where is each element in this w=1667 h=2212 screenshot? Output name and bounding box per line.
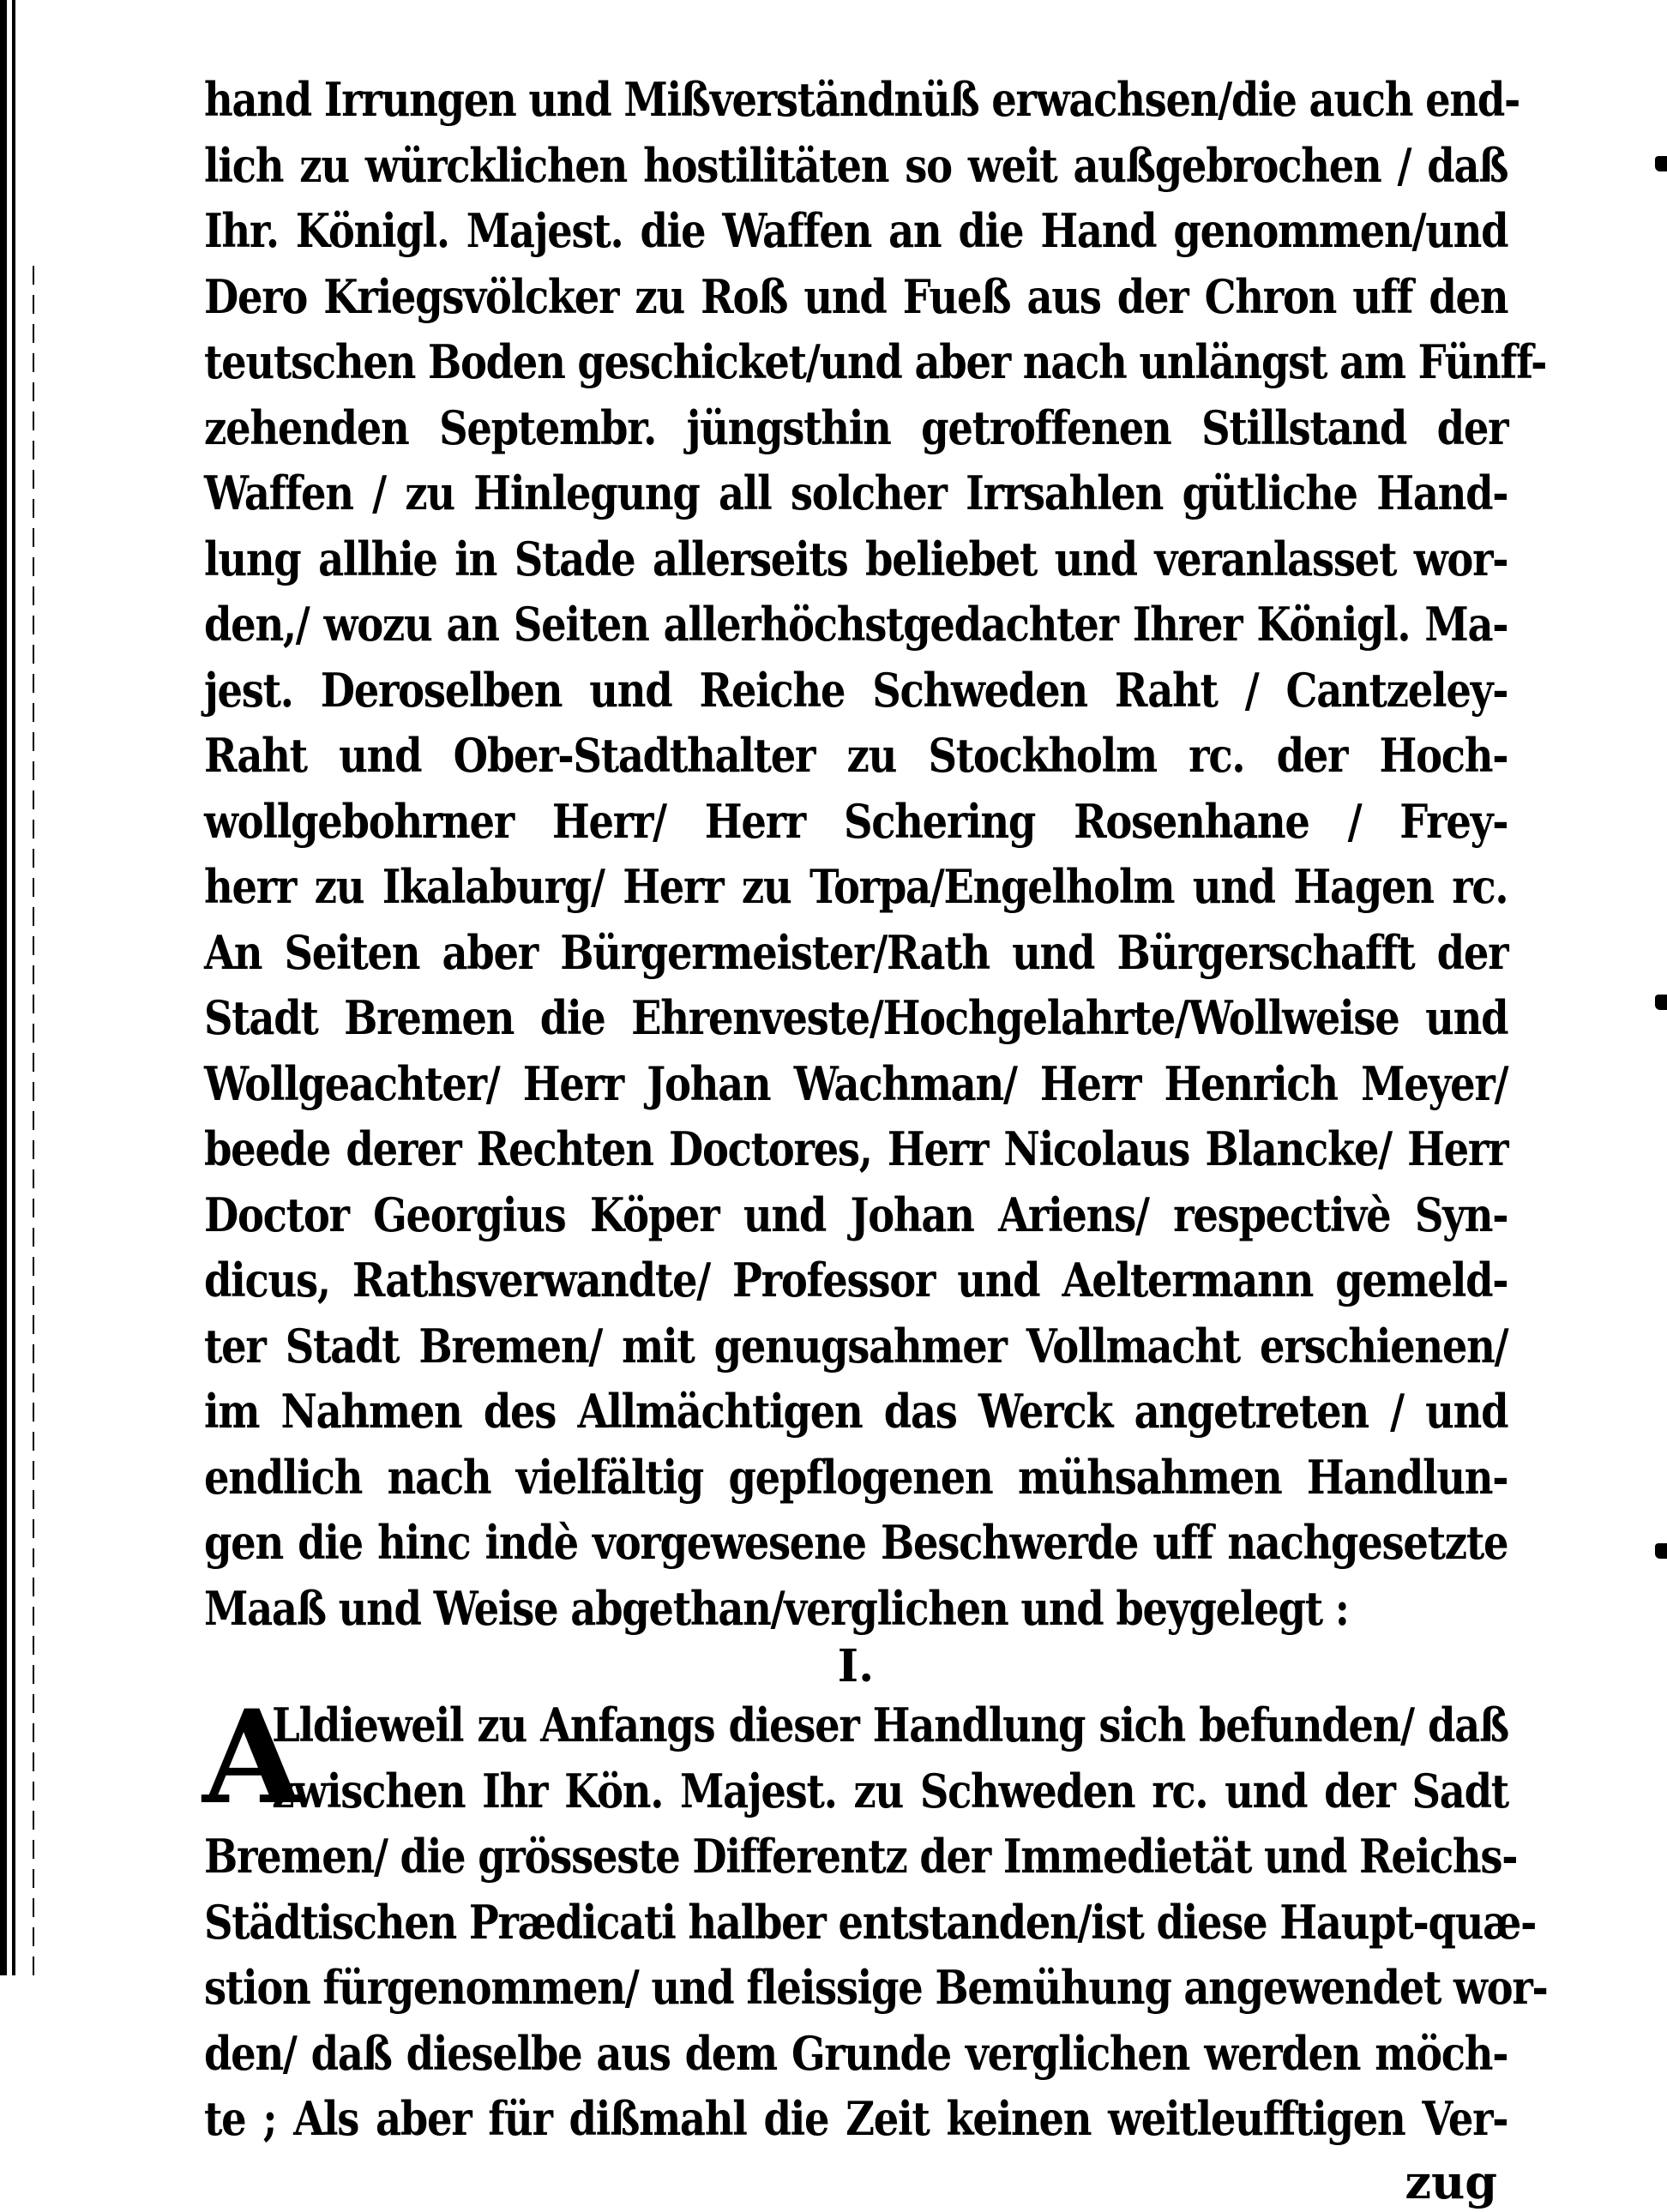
text-line: Wollgeachter/ Herr Johan Wachman/ Herr Henrich Meyer/ (204, 1055, 1508, 1111)
section-number: I. (837, 1640, 875, 1692)
text-line: zehenden Septembr. jüngsthin getroffenen Stillstand der (204, 400, 1508, 455)
text-line: stion fürgenommen/ und fleissige Bemühung angewendet wor- (204, 1960, 1548, 2015)
text-line: gen die hinc indè vorgewesene Beschwerde uff nachgesetzte (204, 1515, 1508, 1570)
text-line: teutschen Boden geschicket/und aber nach unlängst am Fünff- (204, 334, 1547, 389)
text-line: te ; Als aber für dißmahl die Zeit keinen weitleufftigen Ver- (204, 2091, 1508, 2146)
text-line: wollgebohrner Herr/ Herr Schering Rosenhane / Frey- (204, 793, 1508, 849)
text-line: den/ daß dieselbe aus dem Grunde verglichen werden möch- (204, 2025, 1508, 2081)
section-paragraph (202, 1682, 1548, 2152)
right-margin-mark (1655, 156, 1667, 171)
text-line: zwischen Ihr Kön. Majest. zu Schweden rc. und der Sadt (272, 1763, 1508, 1818)
drop-cap-initial: A (202, 1682, 303, 1833)
body-paragraph (204, 67, 1547, 1641)
catchword: zug (1405, 2154, 1497, 2209)
text-line: Waffen / zu Hinlegung all solcher Irrsahlen gütliche Hand- (204, 466, 1508, 520)
text-line: endlich nach vielfältig gepflogenen mühsahmen Handlun- (204, 1449, 1508, 1505)
text-line: ter Stadt Bremen/ mit genugsahmer Vollmacht erschienen/ (204, 1318, 1508, 1373)
text-line: Lldieweil zu Anfangs dieser Handlung sich befunden/ daß (272, 1698, 1508, 1752)
text-line: Stadt Bremen die Ehrenveste/Hochgelahrte/Wollweise und (204, 990, 1508, 1045)
right-margin-mark (1655, 995, 1667, 1010)
text-line: den,/ wozu an Seiten allerhöchstgedachter Ihrer Königl. Ma- (204, 597, 1508, 652)
text-line: lich zu würcklichen hostilitäten so weit außgebrochen / daß (204, 137, 1508, 193)
text-line: Städtischen Prædicati halber entstanden/ist diese Haupt-quæ- (204, 1894, 1537, 1950)
binding-gutter-shadow (0, 163, 7, 1620)
text-line: herr zu Ikalaburg/ Herr zu Torpa/Engelholm und Hagen rc. (204, 859, 1508, 914)
text-line: jest. Deroselben und Reiche Schweden Raht / Cantzeley- (204, 662, 1508, 718)
text-line: beede derer Rechten Doctores, Herr Nicolaus Blancke/ Herr (204, 1121, 1508, 1176)
text-line: lung allhie in Stade allerseits beliebet und veranlasset wor- (204, 531, 1508, 586)
binding-gutter-line (12, 0, 15, 1975)
text-line: Maaß und Weise abgethan/verglichen und beygelegt : (204, 1580, 1349, 1636)
text-line: im Nahmen des Allmächtigen das Werck angetreten / und (204, 1384, 1508, 1439)
binding-gutter-line-dashed (33, 266, 34, 1975)
text-line: hand Irrungen und Mißverständnüß erwachsen/die auch end- (204, 72, 1520, 127)
text-line: Doctor Georgius Köper und Johan Ariens/ respectivè Syn- (204, 1187, 1508, 1242)
text-line: dicus, Rathsverwandte/ Professor und Aeltermann gemeld- (204, 1253, 1508, 1307)
text-line: Bremen/ die grösseste Differentz der Immedietät und Reichs- (204, 1829, 1518, 1884)
text-line: Raht und Ober-Stadthalter zu Stockholm rc. der Hoch- (204, 728, 1508, 783)
text-line: Ihr. Königl. Majest. die Waffen an die Hand genommen/und (204, 203, 1508, 258)
text-line: Dero Kriegsvölcker zu Roß und Fueß aus der Chron uff den (204, 268, 1508, 324)
right-margin-mark (1655, 1543, 1667, 1559)
text-line: An Seiten aber Bürgermeister/Rath und Bürgerschafft der (204, 924, 1508, 980)
document-page (202, 67, 1548, 2212)
